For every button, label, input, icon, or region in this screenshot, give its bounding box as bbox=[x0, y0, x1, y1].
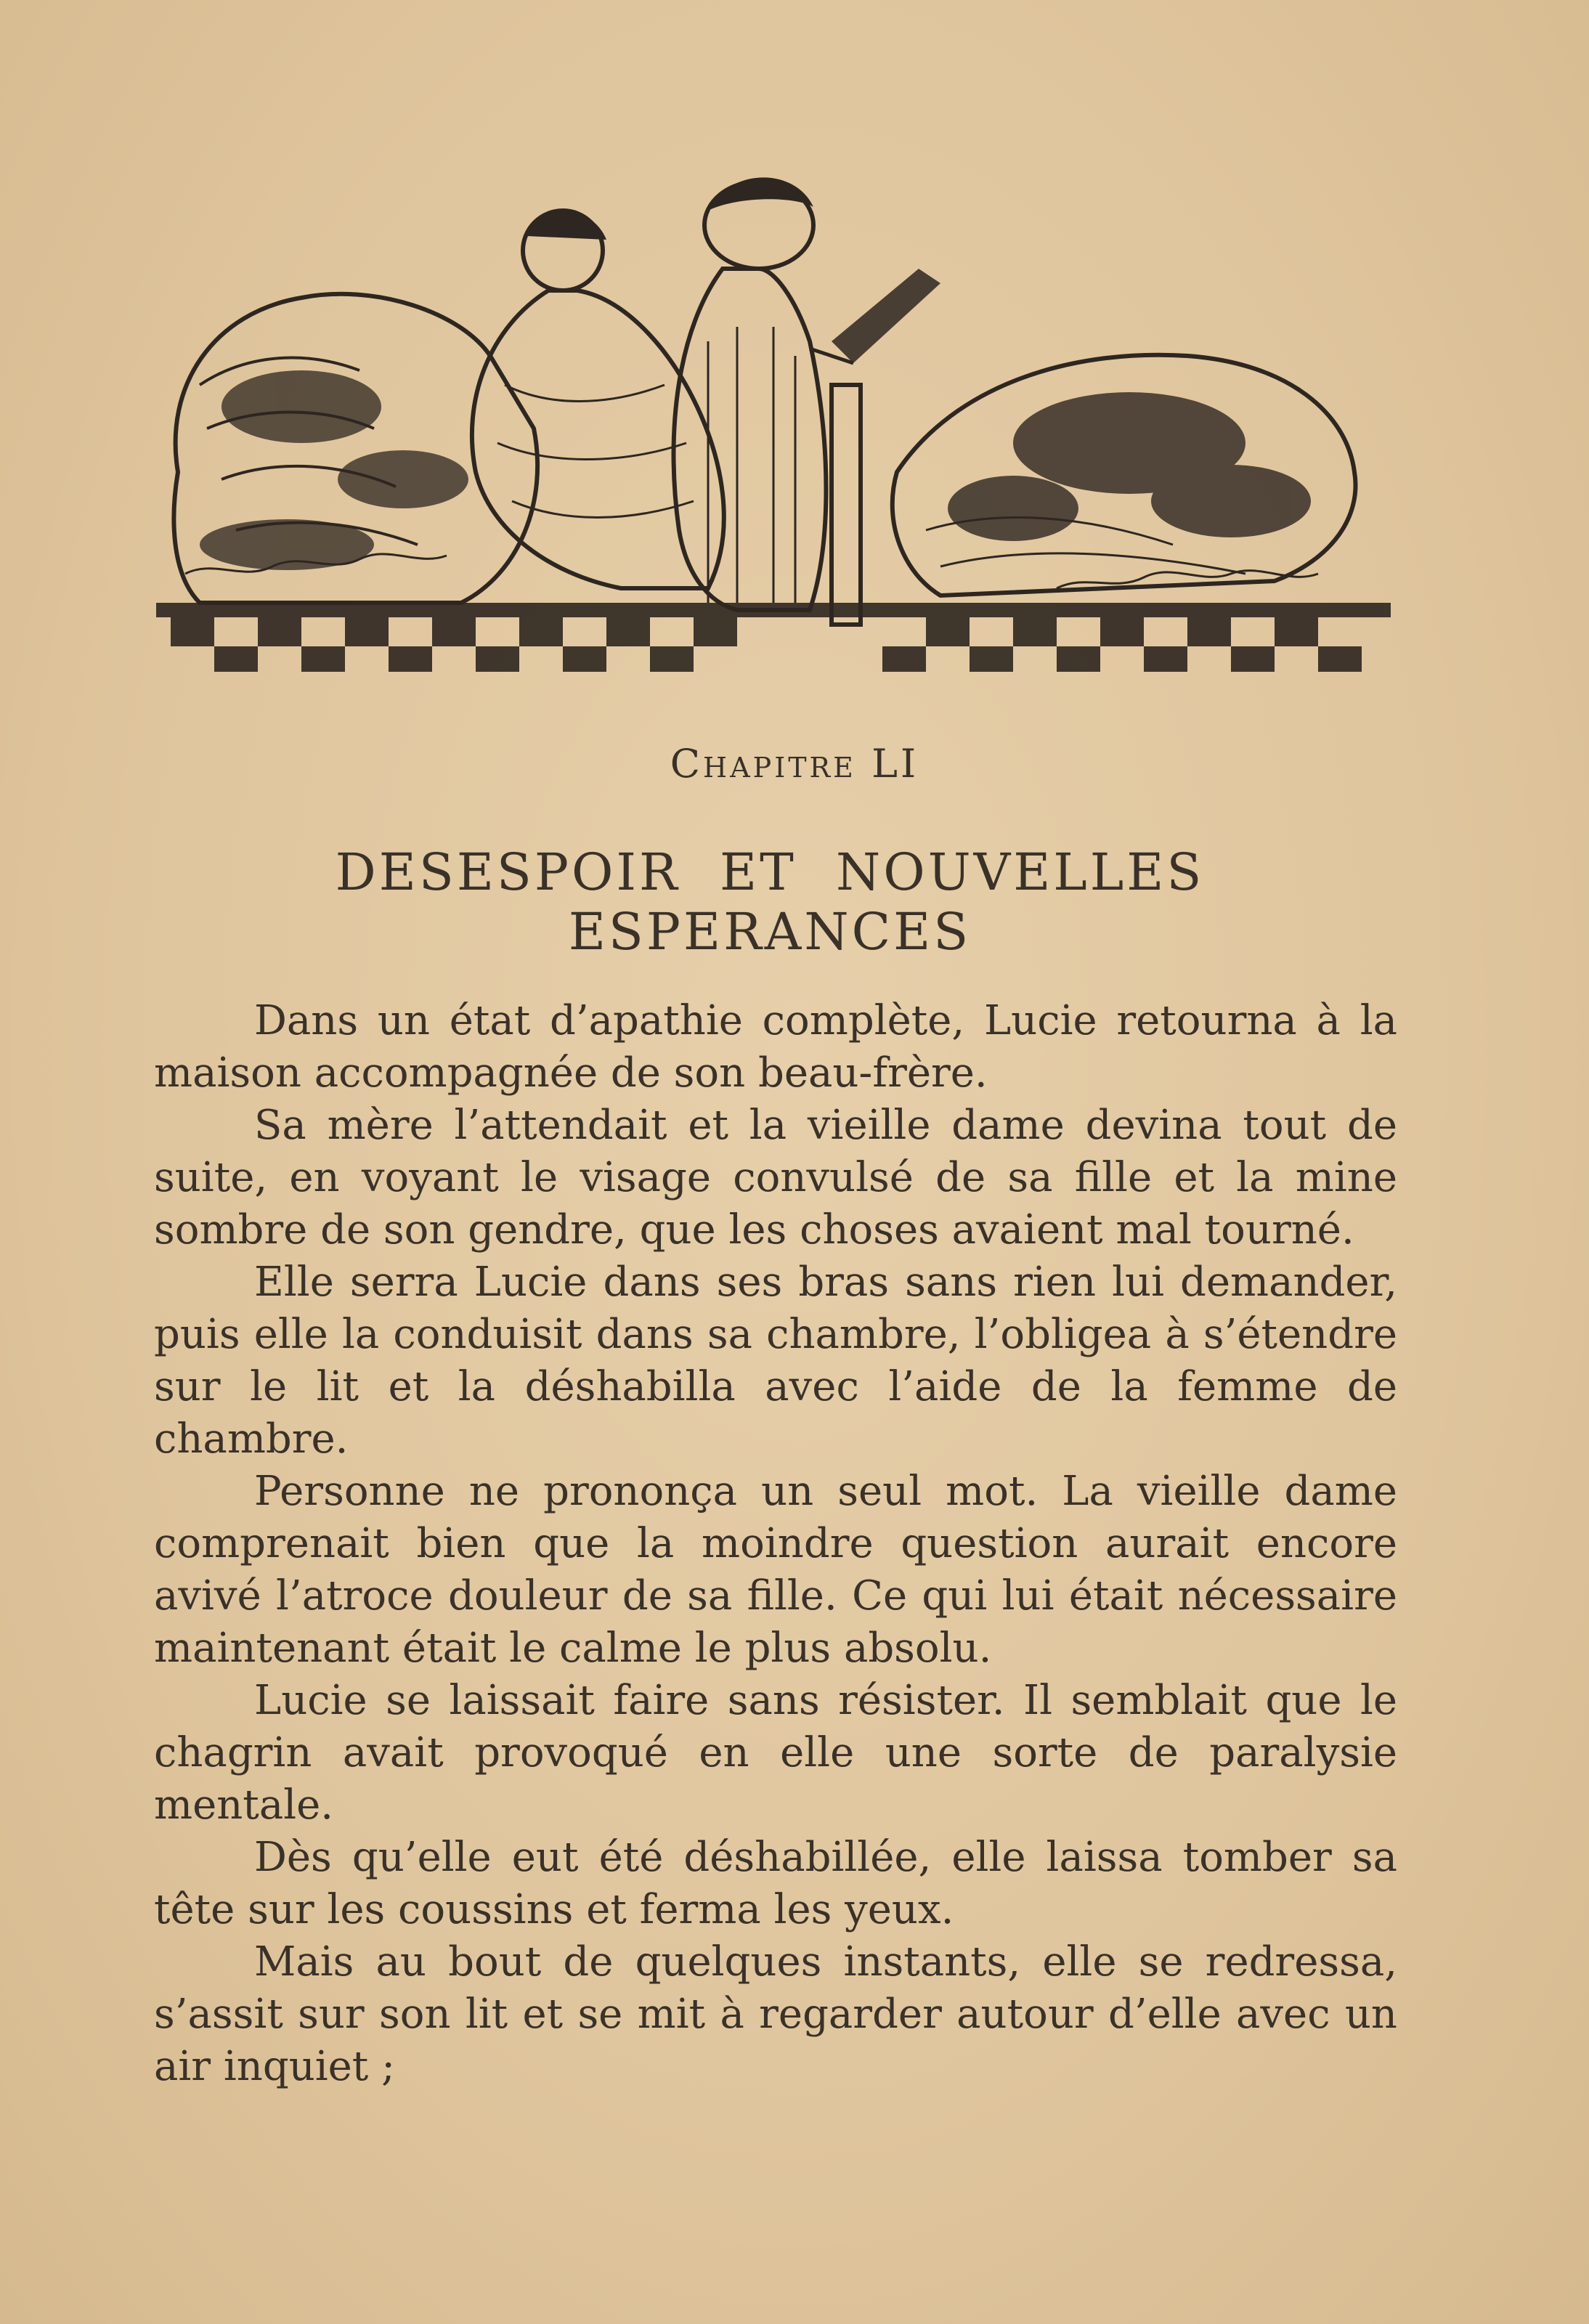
paragraph: Mais au bout de quelques instants, elle se redressa, s’assit sur son lit et se mit à regarder autour d’elle avec un air inquiet ; bbox=[154, 1938, 1397, 2090]
reading-women-illustration bbox=[156, 167, 1391, 697]
chapter-body bbox=[154, 995, 1397, 2093]
paragraph: Dans un état d’apathie complète, Lucie retourna à la maison accompagnée de son beau-frère. bbox=[154, 997, 1397, 1097]
chapter-number: Chapitre LI bbox=[670, 741, 919, 787]
chapter-title: DESESPOIR ET NOUVELLES ESPERANCES bbox=[335, 842, 1205, 962]
paragraph: Personne ne prononça un seul mot. La vieille dame comprenait bien que la moindre question aurait encore avivé l’atroce douleur de sa fille. Ce qui lui était nécessaire maintenant était le calme le plus absolu. bbox=[154, 1468, 1397, 1672]
paragraph: Elle serra Lucie dans ses bras sans rien lui demander, puis elle la conduisit dans sa chambre, l’obligea à s’étendre sur le lit et la déshabilla avec l’aide de la femme de chambre. bbox=[154, 1259, 1397, 1463]
paragraph: Lucie se laissait faire sans résister. Il semblait que le chagrin avait provoqué en elle une sorte de paralysie mentale. bbox=[154, 1677, 1397, 1829]
paragraph: Sa mère l’attendait et la vieille dame devina tout de suite, en voyant le visage convulsé de sa fille et la mine sombre de son gendre, que les choses avaient mal tourné. bbox=[154, 1102, 1397, 1254]
paragraph: Dès qu’elle eut été déshabillée, elle laissa tomber sa tête sur les coussins et ferma les yeux. bbox=[154, 1834, 1397, 1933]
